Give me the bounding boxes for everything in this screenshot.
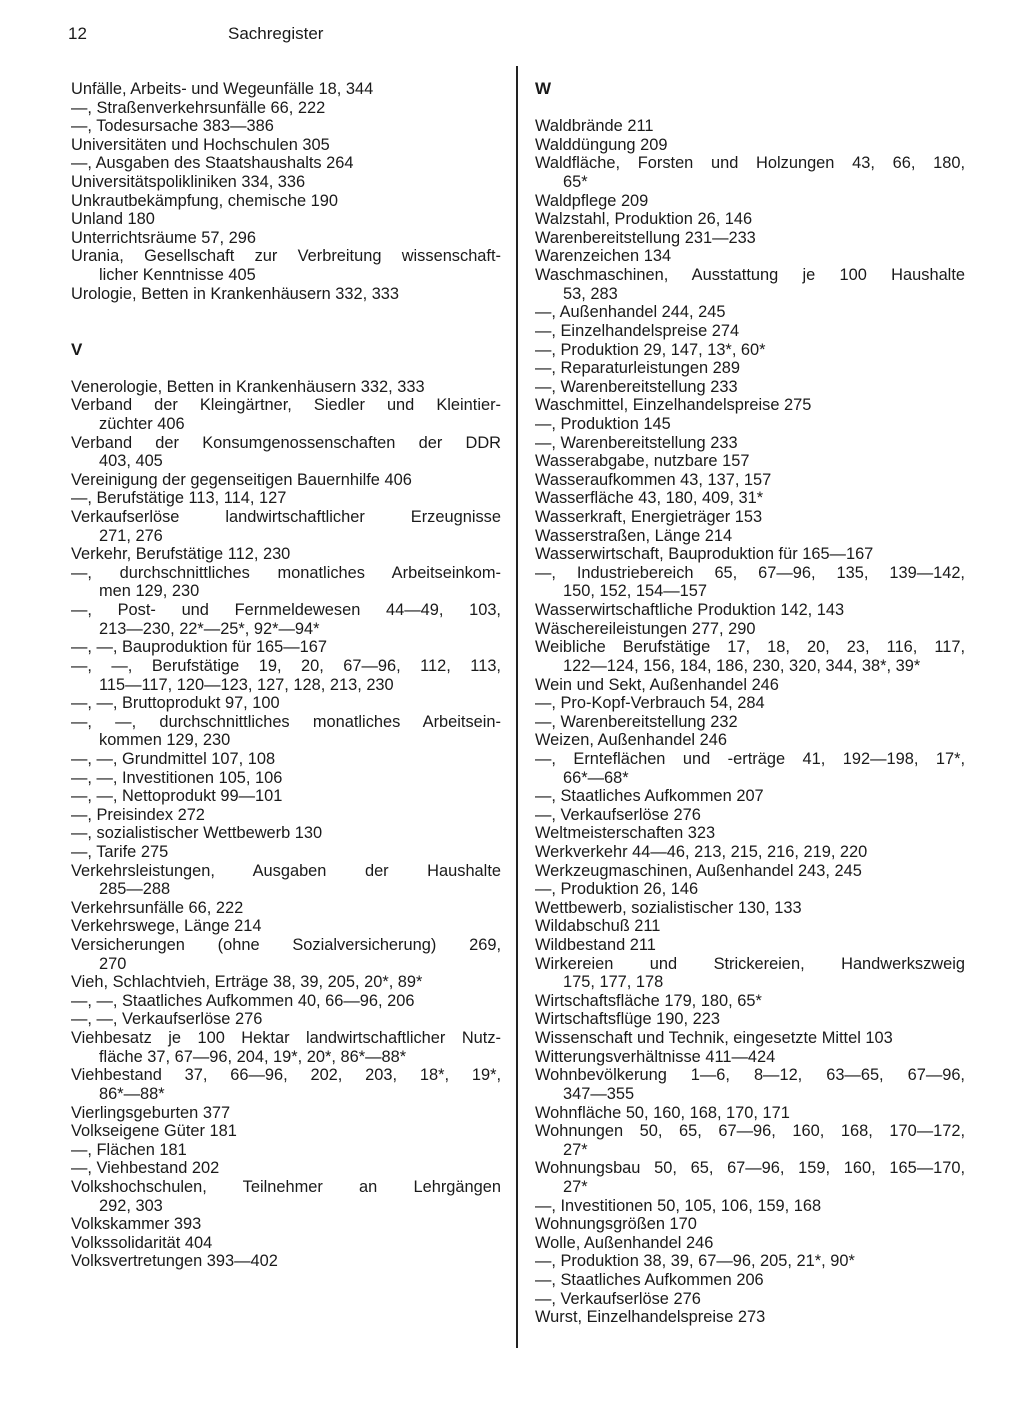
index-entry: Verkehrswege, Länge 214 [71,917,262,936]
index-entry: —, Reparaturleistungen 289 [535,359,741,378]
index-entry: —, —, Bruttoprodukt 97, 100 [71,694,280,713]
index-entry: Wohnbevölkerung 1—6, 8—12, 63—65, 67—96, [535,1066,965,1085]
index-entry: Wirkereien und Strickereien, Handwerkszweig [535,954,965,973]
index-entry: —, —, Staatliches Aufkommen 40, 66—96, 206 [71,991,415,1010]
index-entry: —, —, Investitionen 105, 106 [71,768,283,787]
index-entry: Weibliche Berufstätige 17, 18, 20, 23, 116, 117, [535,638,965,657]
index-entry: Walzstahl, Produktion 26, 146 [535,210,753,229]
page-number: 12 [68,24,87,43]
index-entry: —, Staatliches Aufkommen 206 [535,1271,764,1289]
index-entry: Werkzeugmaschinen, Außenhandel 243, 245 [535,861,862,880]
index-entry: —, Todesursache 383—386 [71,117,274,136]
index-entry: —, Außenhandel 244, 245 [535,303,726,322]
index-entry-continuation: fläche 37, 67—96, 204, 19*, 20*, 86*—88* [99,1047,407,1066]
index-entry: Volkshochschulen, Teilnehmer an Lehrgängen [71,1177,501,1196]
index-entry: Werkverkehr 44—46, 213, 215, 216, 219, 220 [535,842,868,861]
left-column [71,80,501,1271]
index-entry: Wohnfläche 50, 160, 168, 170, 171 [535,1103,790,1122]
index-entry: Venerologie, Betten in Krankenhäusern 332, 333 [71,377,425,396]
index-entry: Wohnungsgrößen 170 [535,1215,697,1234]
index-entry: —, Produktion 38, 39, 67—96, 205, 21*, 90* [535,1252,855,1271]
index-entry: —, Staatliches Aufkommen 207 [535,787,764,806]
blank-line [535,99,965,118]
index-entry: Wissenschaft und Technik, eingesetzte Mittel 103 [535,1029,893,1048]
index-entry: —, Verkaufserlöse 276 [535,805,701,824]
index-entry: Vieh, Schlachtvieh, Erträge 38, 39, 205, 20*, 89* [71,973,423,992]
section-letter: V [71,339,83,359]
index-entry-continuation: men 129, 230 [99,582,200,601]
index-entry: Wildbestand 211 [535,936,656,955]
index-entry: —, Tarife 275 [71,842,169,861]
index-entry: Warenbereitstellung 231—233 [535,228,756,247]
index-entry: Unterrichtsräume 57, 296 [71,228,256,247]
index-entry: Waschmaschinen, Ausstattung je 100 Haushalte [535,266,965,285]
right-column [535,80,965,1327]
index-entry: —, Einzelhandelspreise 274 [535,321,740,340]
index-entry: —, —, durchschnittliches monatliches Arbeitsein- [71,712,501,731]
index-entry-continuation: 115—117, 120—123, 127, 128, 213, 230 [99,675,394,694]
blank-line [71,303,501,322]
index-entry-continuation: 285—288 [99,880,171,899]
index-entry-continuation: 347—355 [563,1084,635,1103]
index-entry: Witterungsverhältnisse 411—424 [535,1047,776,1066]
index-entry-continuation: licher Kenntnisse 405 [99,266,256,285]
index-entry: Unland 180 [71,210,155,229]
index-entry: Waschmittel, Einzelhandelspreise 275 [535,396,812,415]
index-entry-continuation: 53, 283 [563,284,618,303]
index-entry: Wildabschuß 211 [535,917,661,936]
index-entry-continuation: 213—230, 22*—25*, 92*—94* [99,619,320,638]
index-entry: —, —, Bauproduktion für 165—167 [71,638,328,657]
index-entry: Weizen, Außenhandel 246 [535,731,727,750]
index-entry-continuation: 175, 177, 178 [563,973,664,992]
index-entry: Versicherungen (ohne Sozialversicherung) 269, [71,936,501,955]
index-entry: Wasserfläche 43, 180, 409, 31* [535,489,764,508]
index-entry: Walddüngung 209 [535,135,668,154]
blank-line [71,359,501,378]
index-entry: —, Warenbereitstellung 233 [535,377,738,396]
index-entry: Wasserabgabe, nutzbare 157 [535,452,750,471]
index-entry: Wasseraufkommen 43, 137, 157 [535,470,772,489]
index-entry: Vereinigung der gegenseitigen Bauernhilfe 406 [71,470,412,489]
index-entry: Wasserwirtschaftliche Produktion 142, 143 [535,601,845,620]
index-entry: —, Ausgaben des Staatshaushalts 264 [71,154,354,173]
index-entry-continuation: 122—124, 156, 184, 186, 230, 320, 344, 38*, 39* [563,656,921,675]
index-entry: —, —, Berufstätige 19, 20, 67—96, 112, 113, [71,656,501,675]
index-entry: Verkehrsunfälle 66, 222 [71,898,244,917]
index-entry: Verkaufserlöse landwirtschaftlicher Erzeugnisse [71,508,501,527]
index-entry-continuation: 271, 276 [99,526,163,545]
index-entry: Waldbrände 211 [535,117,654,136]
index-entry: —, Viehbestand 202 [71,1159,220,1178]
index-entry: —, Post- und Fernmeldewesen 44—49, 103, [71,601,501,620]
index-entry: —, —, Verkaufserlöse 276 [71,1010,263,1029]
index-entry: —, Warenbereitstellung 232 [535,712,738,731]
index-entry: Waldfläche, Forsten und Holzungen 43, 66, 180, [535,154,965,173]
index-entry-continuation: 150, 152, 154—157 [563,582,707,601]
index-entry-continuation: 86*—88* [99,1084,165,1103]
index-entry: Verband der Kleingärtner, Siedler und Kleintier- [71,396,501,415]
index-entry: —, Flächen 181 [71,1140,187,1159]
index-entry: —, Produktion 145 [535,414,671,433]
index-entry: —, sozialistischer Wettbewerb 130 [71,824,323,843]
index-entry-continuation: 270 [99,954,127,973]
index-entry: —, Warenbereitstellung 233 [535,433,738,452]
index-entry: Wettbewerb, sozialistischer 130, 133 [535,898,802,917]
index-entry: Universitätspolikliniken 334, 336 [71,173,306,192]
index-entry: Urania, Gesellschaft zur Verbreitung wissenschaft- [71,247,501,266]
index-entry: Vierlingsgeburten 377 [71,1103,231,1122]
index-entry: Unkrautbekämpfung, chemische 190 [71,191,338,210]
index-entry-continuation: 27* [563,1177,588,1196]
index-entry: —, Industriebereich 65, 67—96, 135, 139—142, [535,563,965,582]
index-entry-continuation: 403, 405 [99,452,163,471]
index-entry: —, Ernteflächen und -erträge 41, 192—198, 17*, [535,749,965,768]
index-entry: Verkehrsleistungen, Ausgaben der Haushalte [71,861,501,880]
index-entry: Volkskammer 393 [71,1215,202,1234]
index-entry: Wirtschaftsflüge 190, 223 [535,1010,720,1029]
index-entry: Wurst, Einzelhandelspreise 273 [535,1308,766,1327]
index-entry-continuation: züchter 406 [99,414,185,433]
index-entry: Wohnungsbau 50, 65, 67—96, 159, 160, 165—170, [535,1159,965,1178]
index-entry: Waldpflege 209 [535,191,649,210]
index-entry: Weltmeisterschaften 323 [535,824,716,843]
index-entry: —, Verkaufserlöse 276 [535,1289,701,1308]
index-entry: Wäschereileistungen 277, 290 [535,619,756,638]
index-entry: Universitäten und Hochschulen 305 [71,135,330,154]
index-entry: Volksvertretungen 393—402 [71,1252,278,1271]
column-divider [516,66,518,1348]
index-entry: Wasserwirtschaft, Bauproduktion für 165—167 [535,545,874,564]
index-entry-continuation: kommen 129, 230 [99,731,231,750]
index-entry: Wolle, Außenhandel 246 [535,1233,714,1252]
index-entry: Wein und Sekt, Außenhandel 246 [535,675,779,694]
index-entry: —, Straßenverkehrsunfälle 66, 222 [71,98,326,117]
index-entry: Warenzeichen 134 [535,247,672,266]
index-entry: Wohnungen 50, 65, 67—96, 160, 168, 170—172, [535,1122,965,1141]
index-entry: —, durchschnittliches monatliches Arbeitseinkom- [71,563,501,582]
index-entry: —, Berufstätige 113, 114, 127 [71,489,287,508]
index-entry: —, —, Nettoprodukt 99—101 [71,787,283,806]
index-entry-continuation: 292, 303 [99,1196,163,1215]
index-entry: —, —, Grundmittel 107, 108 [71,749,276,768]
index-entry: Verband der Konsumgenossenschaften der DDR [71,433,501,452]
index-entry: Wasserstraßen, Länge 214 [535,526,733,545]
index-entry-continuation: 66*—68* [563,768,629,787]
index-entry: Urologie, Betten in Krankenhäusern 332, 333 [71,284,400,303]
blank-line [71,322,501,341]
index-entry: Wasserkraft, Energieträger 153 [535,508,763,527]
index-entry: —, Pro-Kopf-Verbrauch 54, 284 [535,694,765,713]
running-head: Sachregister [228,24,324,43]
index-entry-continuation: 65* [563,173,588,192]
index-entry: Unfälle, Arbeits- und Wegeunfälle 18, 344 [71,80,374,98]
index-entry: —, Investitionen 50, 105, 106, 159, 168 [535,1196,822,1215]
index-entry: —, Produktion 29, 147, 13*, 60* [535,340,766,359]
index-entry: —, Preisindex 272 [71,805,205,824]
index-entry: Wirtschaftsfläche 179, 180, 65* [535,991,762,1010]
section-letter: W [535,79,552,98]
index-entry-continuation: 27* [563,1140,588,1159]
index-entry: —, Produktion 26, 146 [535,880,699,899]
index-entry: Viehbestand 37, 66—96, 202, 203, 18*, 19*, [71,1066,501,1085]
index-entry: Verkehr, Berufstätige 112, 230 [71,545,291,564]
index-entry: Volkseigene Güter 181 [71,1122,237,1141]
index-entry: Viehbesatz je 100 Hektar landwirtschaftlicher Nutz- [71,1029,501,1048]
index-entry: Volkssolidarität 404 [71,1233,213,1252]
